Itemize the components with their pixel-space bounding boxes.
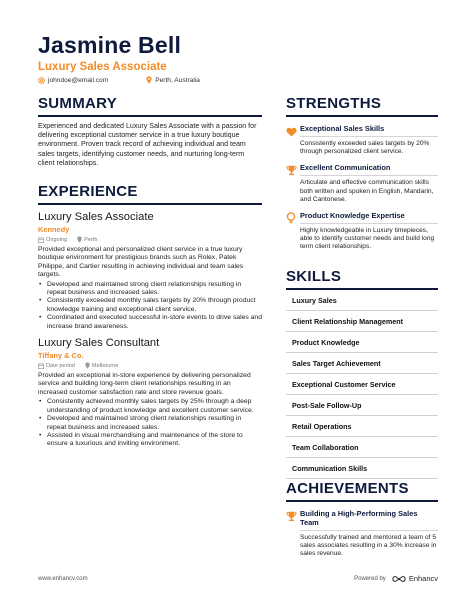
strength-desc: Articulate and effective communication skills both written and spoken in English, Mandarin, and Cantonese. — [300, 179, 434, 203]
list-item: • Developed and maintained strong client relationships resulting in repeat business and increased sales. — [38, 415, 262, 432]
skills-title: SKILLS — [286, 268, 438, 290]
summary-text: Experienced and dedicated Luxury Sales Associate with a passion for delivering exceptional customer service in a true luxury boutique environment. Proven track record of achieving individual and team sales targets, identifying customer needs, and nurturing long-term client relationships. — [38, 122, 257, 167]
job-description: Provided an exceptional in-store experience by delivering personalized service and building long-term client relationships resulting in an increased customer satisfaction rate and store revenue goals. — [38, 372, 251, 396]
achievements-title: ACHIEVEMENTS — [286, 480, 438, 502]
job-location: Melbourne — [91, 362, 119, 369]
trophy-icon — [286, 165, 297, 176]
job-meta — [38, 362, 262, 369]
calendar-icon — [38, 237, 44, 243]
candidate-name: Jasmine Bell — [38, 32, 182, 58]
job-title: Luxury Sales Associate — [38, 211, 154, 223]
skill-item: Luxury Sales — [286, 290, 438, 311]
job-period: Date period — [46, 362, 75, 369]
enhancv-logo-icon — [392, 575, 406, 583]
trophy-icon — [286, 511, 297, 522]
strengths-title: STRENGTHS — [286, 95, 438, 117]
resume-header — [38, 34, 238, 84]
page-footer — [38, 574, 438, 583]
job-entry — [38, 337, 262, 449]
skill-item: Product Knowledge — [286, 332, 438, 353]
contact-location — [146, 76, 200, 84]
email-text: johndoe@email.com — [48, 76, 109, 84]
footer-url[interactable]: www.enhancv.com — [38, 575, 88, 582]
powered-by-label: Powered by — [354, 575, 386, 582]
experience-title: EXPERIENCE — [38, 183, 262, 205]
location-pin-icon — [146, 76, 152, 84]
location-pin-icon — [85, 362, 90, 369]
list-item: • Consistently exceeded monthly sales targets by 20% through product knowledge training and exceptional client service. — [38, 297, 262, 314]
powered-by — [354, 574, 438, 583]
skills-section — [286, 268, 438, 479]
strength-desc: Highly knowledgeable in Luxury timepieces, able to identify customer needs and build long term client relationships. — [300, 227, 435, 251]
contact-row — [38, 76, 238, 84]
achievement-title: Building a High-Performing Sales Team — [300, 509, 438, 531]
contact-email[interactable] — [38, 77, 108, 84]
strength-title: Product Knowledge Expertise — [300, 211, 438, 224]
lightbulb-icon — [286, 212, 296, 224]
achievement-desc: Successfully trained and mentored a team of 5 sales associates resulting in a 30% increase in sales revenue. — [300, 534, 437, 558]
strength-desc: Consistently exceeded sales targets by 20% through personalized client service. — [300, 140, 430, 156]
location-pin-icon — [77, 236, 82, 243]
skill-item: Retail Operations — [286, 416, 438, 437]
location-text: Perth, Australia — [155, 76, 200, 84]
strength-title: Excellent Communication — [300, 163, 438, 176]
strength-item — [286, 124, 438, 156]
job-bullets — [38, 398, 262, 448]
calendar-icon — [38, 363, 44, 369]
heart-icon — [286, 127, 297, 137]
job-entry — [38, 211, 262, 331]
achievement-item — [286, 509, 438, 559]
summary-section — [38, 95, 262, 168]
strength-item — [286, 163, 438, 204]
skill-item: Communication Skills — [286, 458, 438, 479]
list-item: • Developed and maintained strong client relationships resulting in repeat business and increased sales. — [38, 281, 262, 298]
achievements-section — [286, 480, 438, 559]
job-description: Provided exceptional and personalized client service in a true luxury boutique environment for prestigious brands such as Rolex, Patek Philippe, and Cartier resulting in achieving individual and team sales targets. — [38, 246, 244, 279]
summary-title: SUMMARY — [38, 95, 262, 117]
at-icon — [38, 77, 45, 84]
company-name: Kennedy — [38, 225, 70, 234]
company-name: Tiffany & Co. — [38, 351, 84, 361]
skill-item: Client Relationship Management — [286, 311, 438, 332]
job-location: Perth — [84, 236, 98, 243]
skill-item: Team Collaboration — [286, 437, 438, 458]
strength-item — [286, 211, 438, 252]
strength-title: Exceptional Sales Skills — [300, 124, 438, 137]
experience-section — [38, 183, 262, 449]
skill-item: Sales Target Achievement — [286, 353, 438, 374]
candidate-role: Luxury Sales Associate — [38, 61, 167, 73]
job-bullets — [38, 281, 262, 331]
job-period: Ongoing — [46, 236, 68, 243]
job-title: Luxury Sales Consultant — [38, 337, 160, 350]
job-meta — [38, 236, 262, 243]
list-item: • Consistently achieved monthly sales targets by 25% through a deep understanding of product knowledge and excellent customer service. — [38, 398, 262, 415]
list-item: • Coordinated and executed successful in-store events to drive sales and increase brand awareness. — [38, 314, 262, 331]
brand-name: Enhancv — [408, 574, 438, 583]
strengths-section — [286, 95, 438, 252]
skill-item: Exceptional Customer Service — [286, 374, 438, 395]
skill-item: Post-Sale Follow-Up — [286, 395, 438, 416]
list-item: • Assisted in visual merchandising and maintenance of the store to ensure a luxurious and inviting environment. — [38, 432, 262, 449]
